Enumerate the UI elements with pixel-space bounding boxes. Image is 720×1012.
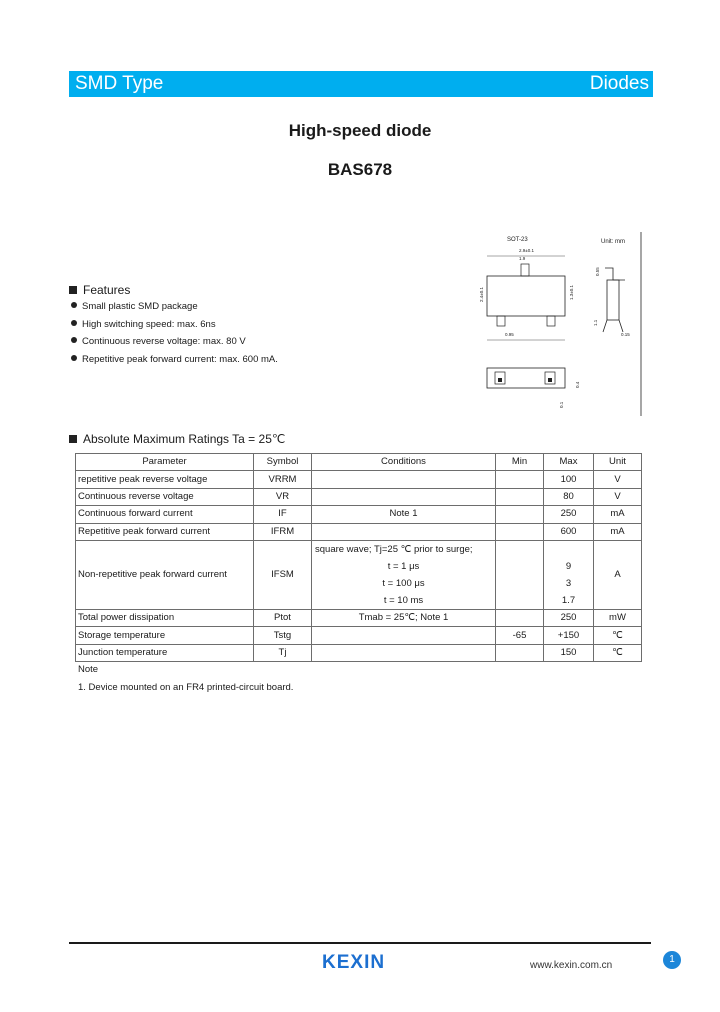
bullet-dot-icon <box>71 320 77 326</box>
dim-1: 2.9±0.1 <box>519 248 534 253</box>
unit-cell: mA <box>594 506 642 523</box>
max-cell: 80 <box>544 488 594 505</box>
features-heading: Features <box>69 283 130 297</box>
max-value-line <box>546 541 591 558</box>
condition-line: t = 1 μs <box>387 560 420 572</box>
symbol-cell: IFSM <box>254 540 312 609</box>
unit-cell: mA <box>594 523 642 540</box>
min-cell <box>496 506 544 523</box>
header-product-type: Diodes <box>589 73 649 94</box>
conditions-cell <box>312 627 496 644</box>
min-cell <box>496 609 544 626</box>
dim-4: 1.3±0.1 <box>569 285 574 300</box>
column-header: Min <box>496 454 544 471</box>
feature-item: Small plastic SMD package <box>71 301 278 319</box>
condition-line: t = 10 ms <box>383 594 424 606</box>
max-cell <box>544 540 594 609</box>
note-title: Note <box>78 664 99 675</box>
feature-item: Continuous reverse voltage: max. 80 V <box>71 336 278 354</box>
package-unit: Unit: mm <box>601 239 625 245</box>
unit-cell: A <box>594 540 642 609</box>
ratings-heading: Absolute Maximum Ratings Ta = 25℃ <box>69 432 285 446</box>
note-item: 1. Device mounted on an FR4 printed-circuit board. <box>78 682 294 693</box>
symbol-cell: VR <box>254 488 312 505</box>
parameter-cell: Junction temperature <box>76 644 254 661</box>
max-cell: 100 <box>544 471 594 488</box>
page-number-badge: 1 <box>663 951 681 969</box>
conditions-cell: Tmab = 25℃; Note 1 <box>312 609 496 626</box>
dim-8: 1.1 <box>593 319 598 326</box>
max-cell: 250 <box>544 609 594 626</box>
dim-5: 0.95 <box>505 332 514 337</box>
table-row-surge <box>76 540 642 609</box>
parameter-cell: Continuous reverse voltage <box>76 488 254 505</box>
square-bullet-icon <box>69 435 77 443</box>
package-name: SOT-23 <box>507 237 528 243</box>
unit-cell: mW <box>594 609 642 626</box>
conditions-cell: Note 1 <box>312 506 496 523</box>
min-cell <box>496 471 544 488</box>
header-category: SMD Type <box>75 73 164 94</box>
parameter-cell: Storage temperature <box>76 627 254 644</box>
table-row <box>76 506 642 523</box>
company-logo: KEXIN <box>322 952 386 973</box>
dim-6: 0.55 <box>595 267 600 276</box>
symbol-cell: Tstg <box>254 627 312 644</box>
min-cell <box>496 488 544 505</box>
symbol-cell: Ptot <box>254 609 312 626</box>
max-value-line: 9 <box>565 560 572 572</box>
min-cell <box>496 644 544 661</box>
condition-line: t = 100 μs <box>382 577 425 589</box>
parameter-cell: Non-repetitive peak forward current <box>76 540 254 609</box>
column-header: Unit <box>594 454 642 471</box>
dim-9: 0.4 <box>575 381 580 388</box>
unit-cell: V <box>594 471 642 488</box>
unit-cell: ℃ <box>594 627 642 644</box>
document-title: High-speed diode <box>288 121 432 140</box>
column-header: Parameter <box>76 454 254 471</box>
features-list <box>71 301 278 371</box>
conditions-cell <box>312 523 496 540</box>
unit-cell: V <box>594 488 642 505</box>
min-cell: -65 <box>496 627 544 644</box>
top-view-body <box>487 276 565 316</box>
parameter-cell: Continuous forward current <box>76 506 254 523</box>
conditions-cell <box>312 644 496 661</box>
unit-cell: ℃ <box>594 644 642 661</box>
table-row <box>76 471 642 488</box>
table-row <box>76 488 642 505</box>
feature-item: High switching speed: max. 6ns <box>71 319 278 337</box>
parameter-cell: Repetitive peak forward current <box>76 523 254 540</box>
table-row <box>76 627 642 644</box>
bullet-dot-icon <box>71 337 77 343</box>
website-link[interactable]: www.kexin.com.cn <box>530 960 613 971</box>
package-outline-drawing <box>475 228 645 418</box>
symbol-cell: Tj <box>254 644 312 661</box>
parameter-cell: Total power dissipation <box>76 609 254 626</box>
conditions-cell <box>312 471 496 488</box>
table-row <box>76 644 642 661</box>
dim-2: 1.9 <box>519 256 526 261</box>
header-bar <box>69 71 653 97</box>
dim-3: 2.4±0.1 <box>479 287 484 302</box>
conditions-cell <box>312 540 496 609</box>
table-header-row <box>76 454 642 471</box>
min-cell <box>496 540 544 609</box>
symbol-cell: VRRM <box>254 471 312 488</box>
min-cell <box>496 523 544 540</box>
condition-line: square wave; Tj=25 ℃ prior to surge; <box>315 543 473 555</box>
table-row <box>76 609 642 626</box>
ratings-table <box>75 453 642 662</box>
bullet-dot-icon <box>71 302 77 308</box>
table-row <box>76 523 642 540</box>
max-value-line: 3 <box>565 577 572 589</box>
part-number: BAS678 <box>327 160 393 179</box>
conditions-cell <box>312 488 496 505</box>
parameter-cell: repetitive peak reverse voltage <box>76 471 254 488</box>
max-cell: 150 <box>544 644 594 661</box>
column-header: Symbol <box>254 454 312 471</box>
column-header: Conditions <box>312 454 496 471</box>
square-bullet-icon <box>69 286 77 294</box>
max-value-line: 1.7 <box>561 594 576 606</box>
feature-item: Repetitive peak forward current: max. 600 mA. <box>71 354 278 372</box>
max-cell: 250 <box>544 506 594 523</box>
column-header: Max <box>544 454 594 471</box>
dim-10: 0.1 <box>559 401 564 408</box>
symbol-cell: IF <box>254 506 312 523</box>
symbol-cell: IFRM <box>254 523 312 540</box>
bullet-dot-icon <box>71 355 77 361</box>
max-cell: 600 <box>544 523 594 540</box>
dim-7: 0.15 <box>621 332 630 337</box>
footer-divider <box>69 942 651 944</box>
max-cell: +150 <box>544 627 594 644</box>
